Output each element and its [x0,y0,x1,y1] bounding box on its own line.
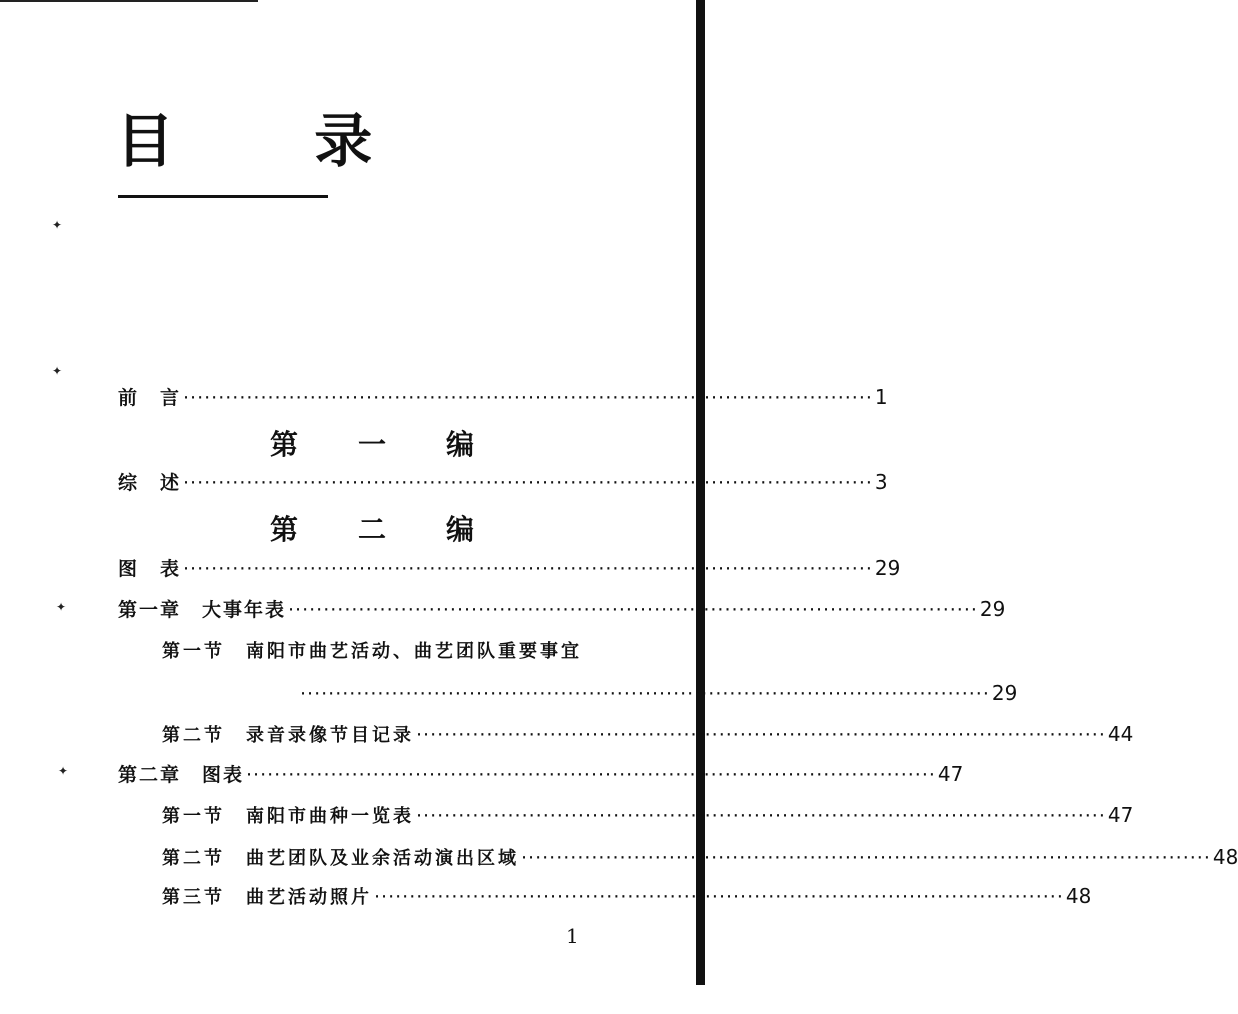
toc-page: 29 [979,597,1006,621]
toc-leader: ·································································································· [374,886,1064,908]
toc-page: 47 [937,762,964,786]
toc-label: 第一节 南阳市曲种一览表 [162,806,414,827]
page-title: 目 录 [116,107,433,175]
scan-speck: ✦ [56,600,67,614]
toc-page: 29 [874,556,901,580]
toc-leader: ·································································································· [183,558,873,580]
toc-label: 第二章 图表 [118,764,245,786]
toc-entry-ch2-sec3[interactable] [162,884,1092,910]
toc-page: 1 [874,385,888,409]
toc-page: 3 [874,470,888,494]
toc-leader: ·································································································· [246,764,936,786]
toc-page: 44 [1107,722,1134,746]
part-heading-1: 第 一 编 [270,428,475,461]
page-number: 1 [566,924,579,948]
toc-entry-preface[interactable] [118,385,888,410]
toc-entry-ch2-sec1[interactable] [162,803,1134,829]
toc-entry-overview[interactable] [118,470,888,495]
toc-label: 图 表 [118,558,182,580]
toc-leader: ·································································································· [183,472,873,494]
toc-entry-ch2-sec2[interactable] [162,845,1238,871]
toc-page: 29 [991,681,1018,705]
toc-leader: ·································································································· [300,683,990,705]
toc-label: 第一章 大事年表 [118,599,287,621]
toc-label: 第二节 录音录像节目记录 [162,725,414,746]
toc-entry-chapter-2[interactable] [118,762,964,787]
title-underline [118,195,328,198]
toc-label: 第二节 曲艺团队及业余活动演出区域 [162,848,519,869]
toc-label: 综 述 [118,472,182,494]
part-heading-2: 第 二 编 [270,513,475,546]
toc-page: 48 [1065,884,1092,908]
toc-leader: ·································································································· [521,847,1211,869]
toc-entry-charts[interactable] [118,556,901,581]
top-rule [0,0,258,2]
toc-label: 第三节 曲艺活动照片 [162,887,372,908]
scan-speck: ✦ [52,364,63,378]
toc-label: 前 言 [118,387,182,409]
toc-leader: ·································································································· [416,805,1106,827]
toc-label: 第一节 南阳市曲艺活动、曲艺团队重要事宜 [162,641,582,662]
toc-entry-ch1-sec1-page[interactable] [298,681,1018,706]
toc-leader: ·································································································· [288,599,978,621]
toc-page: 48 [1212,845,1238,869]
toc-entry-ch1-sec2[interactable] [162,722,1134,748]
toc-page: 47 [1107,803,1134,827]
scan-speck: ✦ [58,764,69,778]
toc-entry-ch1-sec1[interactable] [162,640,622,664]
toc-leader: ·································································································· [416,724,1106,746]
toc-entry-chapter-1[interactable] [118,597,1006,622]
scan-speck: ✦ [52,218,63,232]
toc-leader: ·································································································· [183,387,873,409]
